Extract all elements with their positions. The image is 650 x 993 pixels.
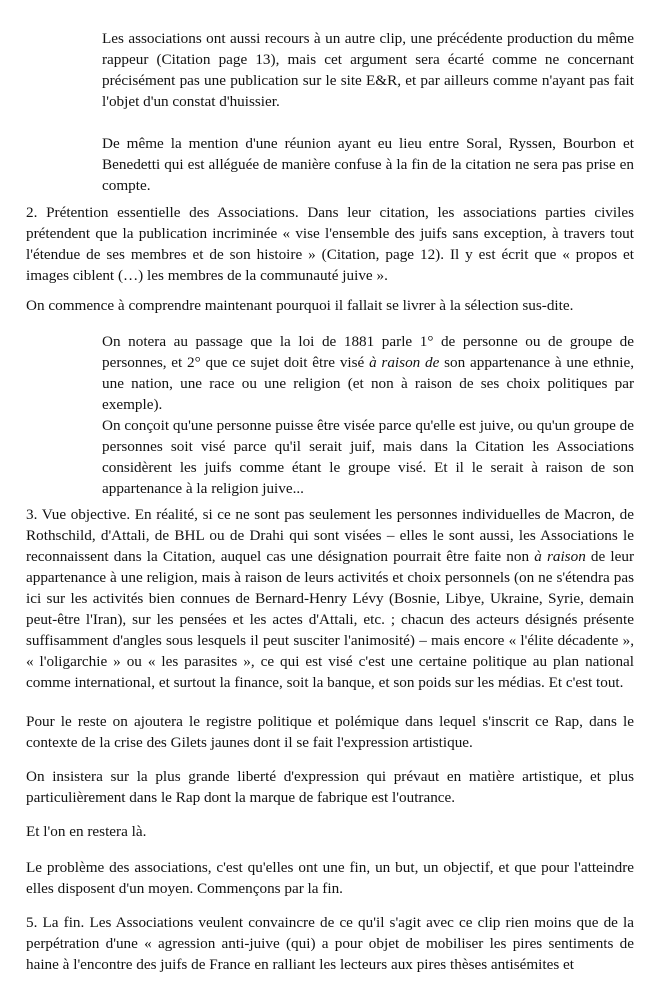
paragraph-artistic-freedom: On insistera sur la plus grande liberté d'expression qui prévaut en matière artistique, et plus particulièrement dans le Rap dont la marque de fabrique est l'outrance. [26,768,634,806]
paragraph-stop-here: Et l'on en restera là. [26,823,147,840]
paragraph-objective-view [26,504,634,693]
paragraph-targeted-group: On conçoit qu'une personne puisse être visée parce qu'elle est juive, ou qu'un groupe de personnes soit visé parce qu'il serait juif, mais dans la Citation les Associations considèrent les juifs comme étant le groupe visé. Et il le serait à raison de son appartenance à la religion juive... [102,417,634,497]
paragraph-meeting-mention: De même la mention d'une réunion ayant eu lieu entre Soral, Ryssen, Bourbon et Benedetti qui est alléguée de manière confuse à la fin de la citation ne sera pas prise en compte. [102,135,634,194]
paragraph-selection: On commence à comprendre maintenant pourquoi il fallait se livrer à la sélection sus-dite. [26,297,574,314]
law-text-emphasis: à raison de [369,354,440,371]
objective-text-before: 3. Vue objective. En réalité, si ce ne sont pas seulement les personnes individuelles de Macron, de Rothschild, d'Attali, de BHL ou de Drahi qui sont visées – elles le sont aussi, les Associations le reconnaissent dans la Citation, auquel cas une désignation pourrait être faite non [26,506,634,565]
paragraph-associations-problem: Le problème des associations, c'est qu'elles ont une fin, un but, un objectif, et que pour l'atteindre elles disposent d'un moyen. Commençons par la fin. [26,859,634,897]
paragraph-essential-claim: 2. Prétention essentielle des Associations. Dans leur citation, les associations parties civiles prétendent que la publication incriminée « vise l'ensemble des juifs sans exception, à travers tout l'étendue de ses membres et de son histoire » (Citation, page 12). Il y est écrit que « propos et images ciblent (…) les membres de la communauté juive ». [26,204,634,284]
paragraph-law-1881 [102,331,634,415]
law-text-after: son appartenance à une ethnie, une nation, une race ou une religion (et non à raison de ses choix politiques par exemple). [102,354,634,413]
law-text-before: On notera au passage que la loi de 1881 parle 1° de personne ou de groupe de personnes, et 2° que ce sujet doit être visé [102,333,634,371]
paragraph-political-register: Pour le reste on ajoutera le registre politique et polémique dans lequel s'inscrit ce Rap, dans le contexte de la crise des Gilets jaunes dont il se fait l'expression artistique. [26,713,634,751]
objective-text-emphasis: à raison [534,548,586,565]
paragraph-the-end: 5. La fin. Les Associations veulent convaincre de ce qu'il s'agit avec ce clip rien moins que de la perpétration d'une « agression anti-juive (qui) a pour objet de mobiliser les pires sentiments de haine à l'encontre des juifs de France en ralliant les lecteurs aux pires thèses antisémites et [26,914,634,973]
paragraph-other-clip: Les associations ont aussi recours à un autre clip, une précédente production du même rappeur (Citation page 13), mais cet argument sera écarté comme ne concernant précisément pas une publication sur le site E&R, et par ailleurs comme n'ayant pas fait l'objet d'un constat d'huissier. [102,30,634,110]
objective-text-after: de leur appartenance à une religion, mais à raison de leurs activités et choix personnels (on ne s'étendra pas ici sur les activités bien connues de Bernard-Henry Lévy (Bosnie, Libye, Ukraine, Syrie, demain peut-être l'Iran), sur les pensées et les actes d'Attali, etc. ; chacun des acteurs désignés présente suffisamment d'angles sous lesquels il peut susciter l'animosité) – mais encore « l'élite décadente », « l'oligarchie » ou « les parasites », ce qui est visé c'est une certaine politique au plan national comme international, et surtout la finance, soit la banque, et son poids sur les médias. Et c'est tout. [26,548,635,691]
